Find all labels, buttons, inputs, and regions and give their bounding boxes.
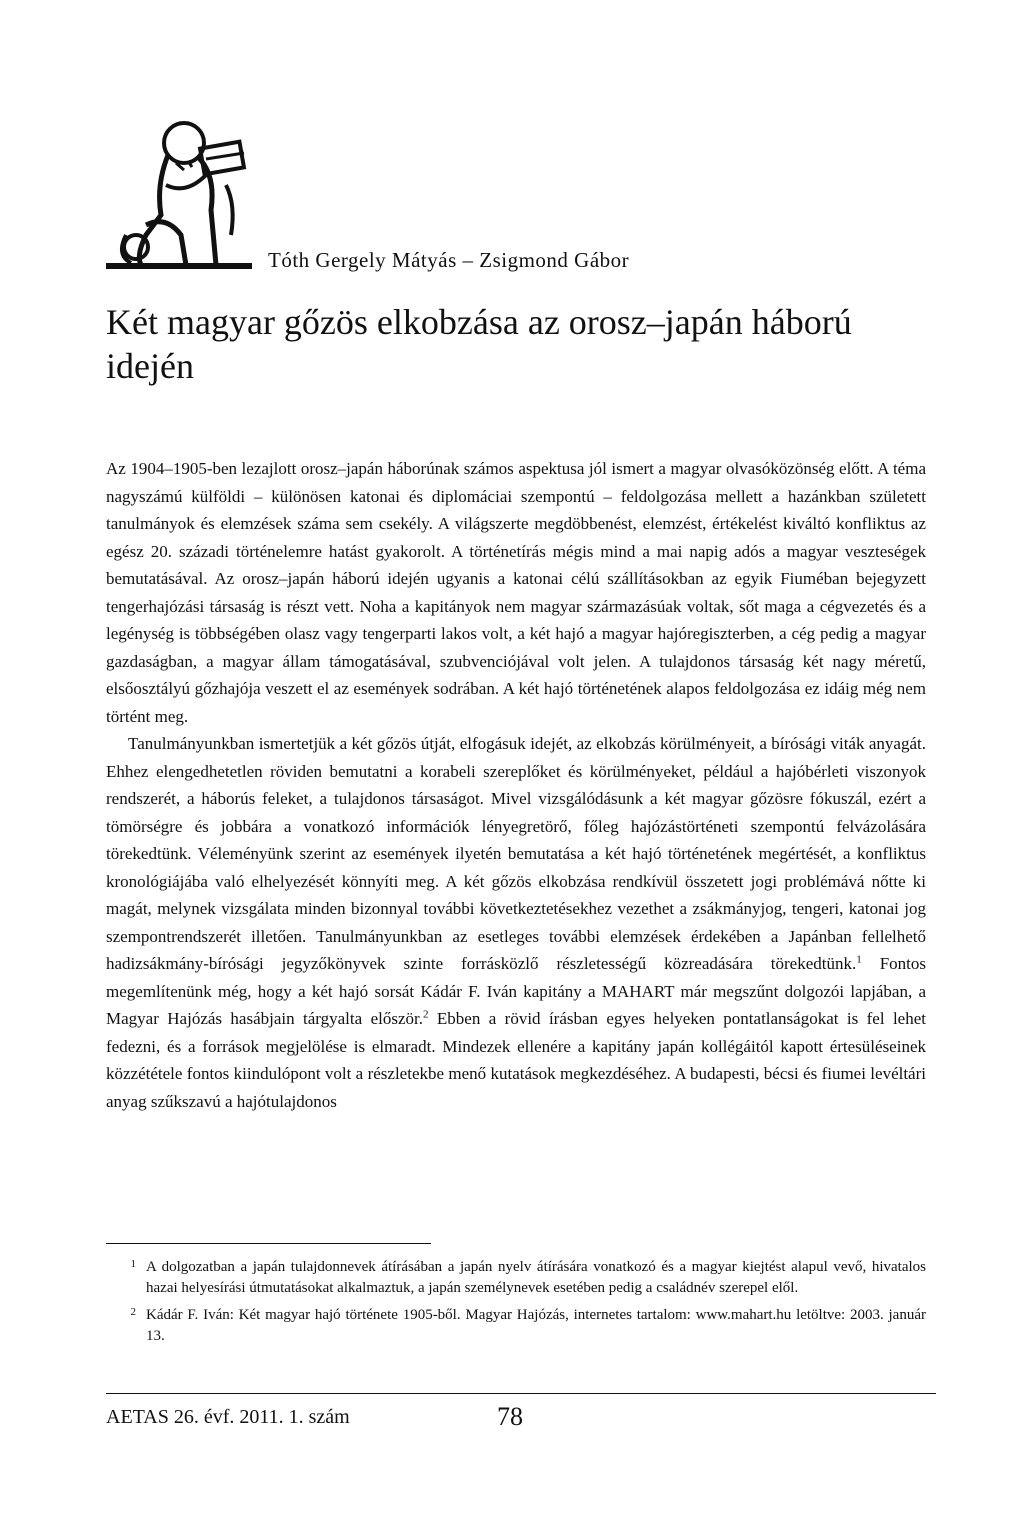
article-title: Két magyar gőzös elkobzása az orosz–japán háború idején <box>106 302 852 386</box>
footnote-text: Kádár F. Iván: Két magyar hajó története 1905-ből. Magyar Hajózás, internetes tartalom: www.mahart.hu letöltve: 2003. január 13. <box>146 1307 926 1344</box>
body-text: Tanulmányunkban ismertetjük a két gőzös útját, elfogásuk idejét, az elkobzás körülményeit, a bírósági viták anyagát. Ehhez elengedhetetlen röviden bemutatni a korabeli szereplőket és körülményeket, például a hajóbérleti viszonyok rendszerét, a háborús feleket, a tulajdonos társaságot. Mivel vizsgálódásunk a két magyar gőzösre fókuszál, ezért a tömörségre és jobbára a vonatkozó információk lényegretörő, főleg hajózástörténeti szempontú felvázolására törekedtünk. Véleményünk szerint az események ilyetén bemutatása a két hajó történetének megértését, a konfliktus kronológiájába való elhelyezését könnyíti meg. A két gőzös elkobzása rendkívül összetett jogi problémává nőtte ki magát, melynek vizsgálata minden bizonnyal további következtetésekhez vezethet a zsákmányjog, tengeri, katonai jog szempontrendszerét illetően. Tanulmányunkban az esetleges további elemzések érdekében a Japánban fellelhető hadizsákmány-bírósági jegyzőkönyvek szinte forrásközlő részletességű közreadására törekedtünk. <box>106 734 926 973</box>
footnote-ref[interactable]: 2 <box>422 1008 429 1021</box>
figure-with-book-illustration-icon <box>106 115 252 287</box>
journal-citation: AETAS 26. évf. 2011. 1. szám <box>106 1406 350 1428</box>
footnote-divider <box>106 1243 431 1244</box>
footnote-text: A dolgozatban a japán tulajdonnevek átírásában a japán nyelv átírására vonatkozó és a magyar kiejtést alapul vevő, hivatalos hazai helyesírási útmutatásokat alkalmaztuk, a japán személynevek esetében pedig a családnév szerepel elől. <box>146 1259 926 1296</box>
footnote-ref[interactable]: 1 <box>856 953 862 966</box>
footnote <box>106 1305 926 1347</box>
footnote <box>106 1257 926 1299</box>
page-number: 78 <box>497 1402 523 1431</box>
article-body <box>106 455 926 1115</box>
footer-divider <box>106 1393 936 1394</box>
body-text: Fontos megemlítenünk még, hogy a két hajó sorsát Kádár F. Iván kapitány a MAHART már megszűnt dolgozói lapjában, a Magyar Hajózás hasábjain tárgyalta először. <box>106 954 926 1028</box>
body-paragraph <box>106 730 926 1115</box>
authors: Tóth Gergely Mátyás – Zsigmond Gábor <box>268 248 630 272</box>
footnote-number: 2 <box>130 1306 136 1318</box>
footnote-number: 1 <box>130 1258 136 1270</box>
body-text: Ebben a rövid írásban egyes helyeken pontatlanságokat is fel lehet fedezni, és a források megjelölése is elmaradt. Mindezek ellenére a kapitány japán kollégáitól kapott értesüléseinek közzététele fontos kiindulópont volt a részletekbe menő kutatások megkezdéséhez. A budapesti, bécsi és fiumei levéltári anyag szűkszavú a hajótulajdonos <box>106 1009 926 1111</box>
footnotes <box>106 1257 926 1353</box>
body-paragraph: Az 1904–1905-ben lezajlott orosz–japán háborúnak számos aspektusa jól ismert a magyar olvasóközönség előtt. A téma nagyszámú külföldi – különösen katonai és diplomáciai szempontú – feldolgozása mellett a hazánkban született tanulmányok és elemzések száma sem csekély. A világszerte megdöbbenést, elemzést, értékelést kiváltó konfliktus az egész 20. századi történelemre hatást gyakorolt. A történetírás mégis mind a mai napig adós a magyar veszteségek bemutatásával. Az orosz–japán háború idején ugyanis a katonai célú szállításokban az egyik Fiuméban bejegyzett tengerhajózási társaság is részt vett. Noha a kapitányok nem magyar származásúak voltak, sőt maga a cégvezetés és a legénység is többségében olasz vagy tengerparti lakos volt, a két hajó a magyar hajóregiszterben, a cég pedig a magyar gazdaságban, a magyar állam támogatásával, szubvenciójával volt jelen. A tulajdonos társaság két nagy méretű, elsőosztályú gőzhajója veszett el az események sodrában. A két hajó történetének alapos feldolgozása ez idáig még nem történt meg. <box>106 459 926 726</box>
